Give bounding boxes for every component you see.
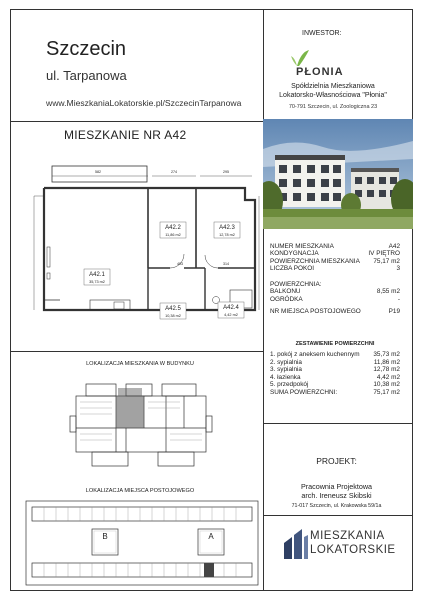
project-line1: Pracownia Projektowa bbox=[300, 482, 373, 491]
investor-label: INWESTOR: bbox=[302, 30, 342, 37]
extra-row: POWIERZCHNIA: bbox=[270, 281, 322, 288]
building-location-title: LOKALIZACJA MIESZKANIA W BUDYNKU bbox=[86, 361, 194, 367]
divider bbox=[263, 515, 413, 516]
room-a42-4-label: A42.4 bbox=[223, 305, 239, 311]
dim-label: 403 bbox=[177, 262, 183, 266]
room-a42-1-label: A42.1 bbox=[89, 272, 105, 278]
apartment-title: MIESZKANIE NR A42 bbox=[64, 128, 187, 142]
summary-row: 1. pokój z aneksem kuchennym 35,73 m2 bbox=[270, 351, 400, 358]
detail-row: NUMER MIESZKANIA A42 bbox=[270, 243, 400, 250]
room-a42-1-area: 35,73 m2 bbox=[89, 280, 105, 284]
divider bbox=[10, 121, 263, 122]
extras-details bbox=[270, 281, 400, 303]
room-a42-2-area: 11,86 m2 bbox=[165, 233, 181, 237]
extra-row: OGRÓDKA - bbox=[270, 295, 400, 303]
summary-row: 3. sypialnia 12,78 m2 bbox=[270, 366, 400, 373]
investor-line1: Spółdzielnia Mieszkaniowa bbox=[291, 83, 375, 90]
investor-address: 70-791 Szczecin, ul. Zoologiczna 23 bbox=[288, 104, 378, 110]
investor-line2: Lokatorsko-Własnościowa "Płonia" bbox=[279, 92, 387, 99]
detail-row: KONDYGNACJA IV PIĘTRO bbox=[270, 250, 400, 258]
stair-label-b: B bbox=[102, 532, 108, 541]
building-photo bbox=[263, 119, 413, 229]
divider bbox=[263, 423, 413, 424]
building-floor-plan bbox=[66, 372, 216, 476]
divider bbox=[10, 351, 263, 352]
dim-label: 274 bbox=[171, 170, 177, 174]
mieszkania-lokatorskie-logo-icon bbox=[282, 523, 402, 563]
detail-row: LICZBA POKOI 3 bbox=[270, 264, 400, 272]
parking-plan bbox=[22, 497, 262, 587]
summary-row: 4. łazienka 4,42 m2 bbox=[270, 373, 400, 381]
room-a42-3-area: 12,78 m2 bbox=[219, 233, 235, 237]
brand-line1: MIESZKANIA bbox=[310, 530, 385, 542]
room-a42-4-area: 4,42 m2 bbox=[224, 313, 238, 317]
summary-title: ZESTAWIENIE POWIERZCHNI bbox=[295, 341, 375, 347]
stair-label-a: A bbox=[208, 532, 214, 541]
parking-location-title: LOKALIZACJA MIEJSCA POSTOJOWEGO bbox=[85, 488, 195, 494]
project-line2: arch. Ireneusz Skibski bbox=[301, 491, 372, 500]
website-link[interactable]: www.MieszkaniaLokatorskie.pl/SzczecinTarpanowa bbox=[46, 98, 242, 108]
brand-line2: LOKATORSKIE bbox=[310, 544, 396, 556]
project-address: 71-017 Szczecin, ul. Krakowska 59/1a bbox=[291, 503, 382, 509]
summary-total-row: SUMA POWIERZCHNI: 75,17 m2 bbox=[270, 388, 400, 396]
dim-label: 295 bbox=[223, 170, 229, 174]
city-title: Szczecin bbox=[46, 38, 127, 60]
plonia-logo-text: PŁONIA bbox=[296, 66, 344, 78]
extra-row: BALKONU 8,55 m2 bbox=[270, 288, 400, 296]
dim-label: 582 bbox=[95, 170, 101, 174]
area-summary bbox=[270, 351, 400, 396]
room-a42-2-label: A42.2 bbox=[165, 225, 181, 231]
parking-row: NR MIEJSCA POSTOJOWEGO P19 bbox=[270, 308, 400, 315]
dim-label: 314 bbox=[223, 262, 229, 266]
parking-detail bbox=[270, 308, 400, 315]
project-label: PROJEKT: bbox=[316, 456, 357, 466]
room-a42-5-area: 10,38 m2 bbox=[165, 314, 181, 318]
apartment-details bbox=[270, 243, 400, 272]
floor-plan bbox=[30, 150, 275, 350]
summary-row: 2. sypialnia 11,86 m2 bbox=[270, 358, 400, 366]
room-a42-5-label: A42.5 bbox=[165, 306, 181, 312]
street-name: ul. Tarpanowa bbox=[46, 68, 127, 83]
room-a42-3-label: A42.3 bbox=[219, 225, 235, 231]
detail-row: POWIERZCHNIA MIESZKANIA 75,17 m2 bbox=[270, 257, 400, 265]
summary-row: 5. przedpokój 10,38 m2 bbox=[270, 381, 400, 388]
